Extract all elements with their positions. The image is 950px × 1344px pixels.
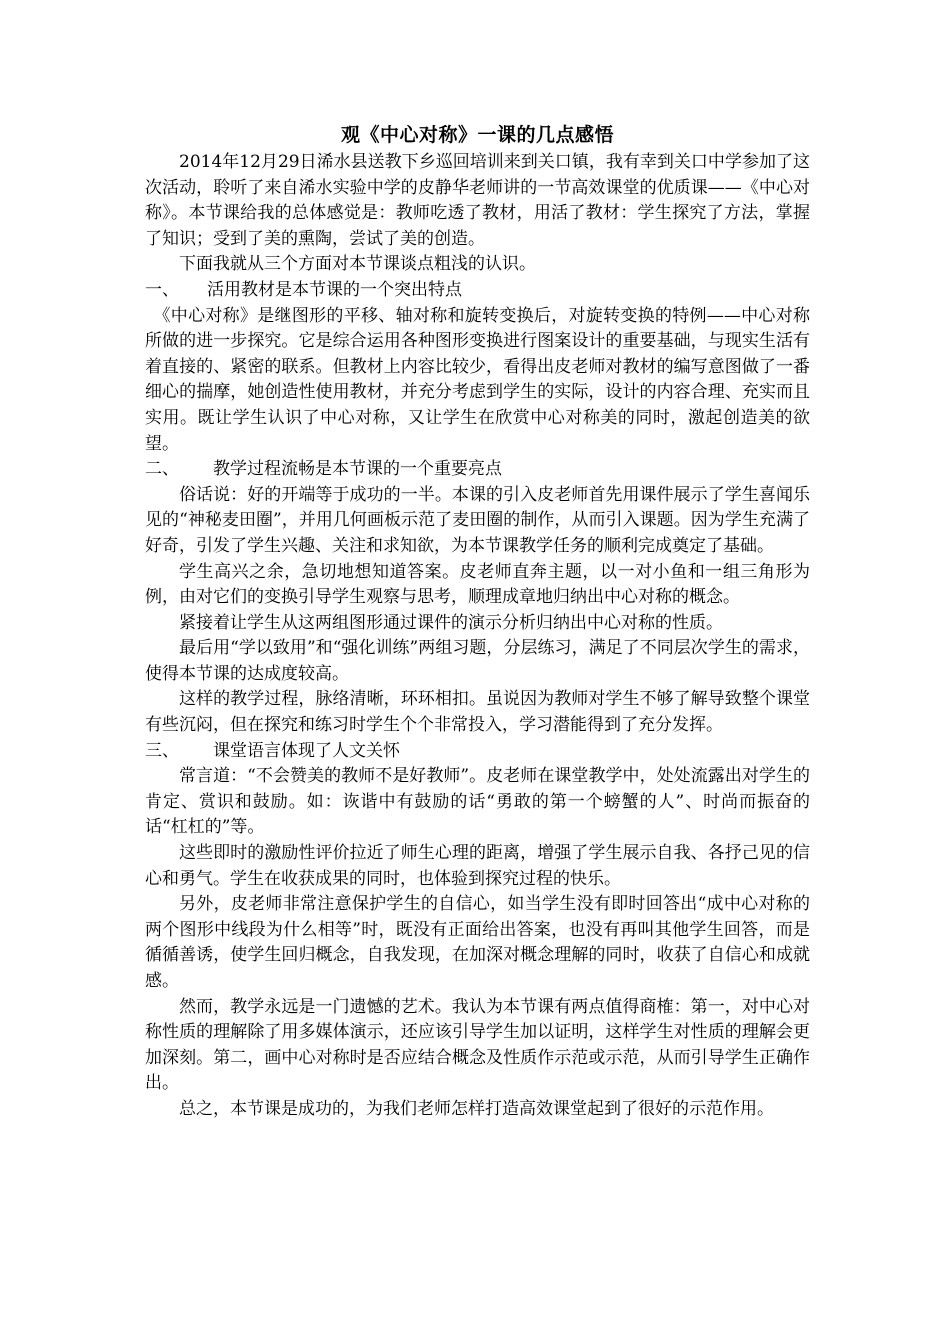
section-number-3: 三、 xyxy=(145,740,179,761)
intro-paragraph-2: 下面我就从三个方面对本节课谈点粗浅的认识。 xyxy=(179,254,536,275)
section-3-paragraph-1: 常言道：“不会赞美的教师不是好教师”。皮老师在课堂教学中，处处流露出对学生的肯定、赏识和鼓励。如：诙谐中有鼓励的话“勇敢的第一个螃蟹的人”、时尚而振奋的话“杠杠的”等。 xyxy=(145,766,810,838)
intro-paragraph-1: 2014年12月29日浠水县送教下乡巡回培训来到关口镇，我有幸到关口中学参加了这次活动，聆听了来自浠水实验中学的皮静华老师讲的一节高效课堂的优质课——《中心对称》。本节课给我的总体感觉是：教师吃透了教材，用活了教材：学生探究了方法，掌握了知识；受到了美的熏陶，尝试了美的创造。 xyxy=(145,152,810,249)
section-heading-1 xyxy=(145,278,810,304)
section-number-2: 二、 xyxy=(145,459,179,480)
section-1-paragraph-1: 《中心对称》是继图形的平移、轴对称和旋转变换后，对旋转变换的特例——中心对称所做的进一步探究。它是综合运用各种图形变换进行图案设计的重要基础，与现实生活有着直接的、紧密的联系。但教材上内容比较少，看得出皮老师对教材的编写意图做了一番细心的揣摩，她创造性使用教材，并充分考虑到学生的实际，设计的内容合理、充实而且实用。既让学生认识了中心对称，又让学生在欣赏中心对称美的同时，激起创造美的欲望。 xyxy=(145,305,810,454)
section-title-3: 课堂语言体现了人文关怀 xyxy=(213,740,400,761)
document-page xyxy=(145,120,810,1123)
section-title-1: 活用教材是本节课的一个突出特点 xyxy=(207,279,462,300)
section-2-paragraph-2: 学生高兴之余，急切地想知道答案。皮老师直奔主题，以一对小鱼和一组三角形为例，由对它们的变换引导学生观察与思考，顺理成章地归纳出中心对称的概念。 xyxy=(145,561,810,608)
section-3-paragraph-3: 另外，皮老师非常注意保护学生的自信心，如当学生没有即时回答出“成中心对称的两个图形中线段为什么相等”时，既没有正面给出答案，也没有再叫其他学生回答，而是循循善诱，使学生回归概念，自我发现，在加深对概念理解的同时，收获了自信心和成就感。 xyxy=(145,894,810,991)
section-3-paragraph-2: 这些即时的激励性评价拉近了师生心理的距离，增强了学生展示自我、各抒己见的信心和勇气。学生在收获成果的同时，也体验到探究过程的快乐。 xyxy=(145,843,810,889)
section-heading-2 xyxy=(145,457,810,483)
section-3-paragraph-5: 总之，本节课是成功的，为我们老师怎样打造高效课堂起到了很好的示范作用。 xyxy=(179,1098,774,1119)
section-2-paragraph-4: 最后用“学以致用”和“强化训练”两组习题，分层练习，满足了不同层次学生的需求，使得本节课的达成度较高。 xyxy=(145,638,810,684)
document-title: 观《中心对称》一课的几点感悟 xyxy=(340,124,614,146)
section-number-1: 一、 xyxy=(145,279,179,300)
section-heading-3 xyxy=(145,739,810,765)
section-2-paragraph-1: 俗话说：好的开端等于成功的一半。本课的引入皮老师首先用课件展示了学生喜闻乐见的“神秘麦田圈”，并用几何画板示范了麦田圈的制作，从而引入课题。因为学生充满了好奇，引发了学生兴趣、关注和求知欲，为本节课教学任务的顺利完成奠定了基础。 xyxy=(145,484,810,556)
section-2-paragraph-3: 紧接着让学生从这两组图形通过课件的演示分析归纳出中心对称的性质。 xyxy=(179,612,723,633)
section-3-paragraph-4: 然而，教学永远是一门遗憾的艺术。我认为本节课有两点值得商榷：第一，对中心对称性质的理解除了用多媒体演示，还应该引导学生加以证明，这样学生对性质的理解会更加深刻。第二，画中心对称时是否应结合概念及性质作示范或示范，从而引导学生正确作出。 xyxy=(145,996,810,1094)
section-title-2: 教学过程流畅是本节课的一个重要亮点 xyxy=(213,459,502,480)
section-2-paragraph-5: 这样的教学过程，脉络清晰，环环相扣。虽说因为教师对学生不够了解导致整个课堂有些沉闷，但在探究和练习时学生个个非常投入，学习潜能得到了充分发挥。 xyxy=(145,689,810,736)
